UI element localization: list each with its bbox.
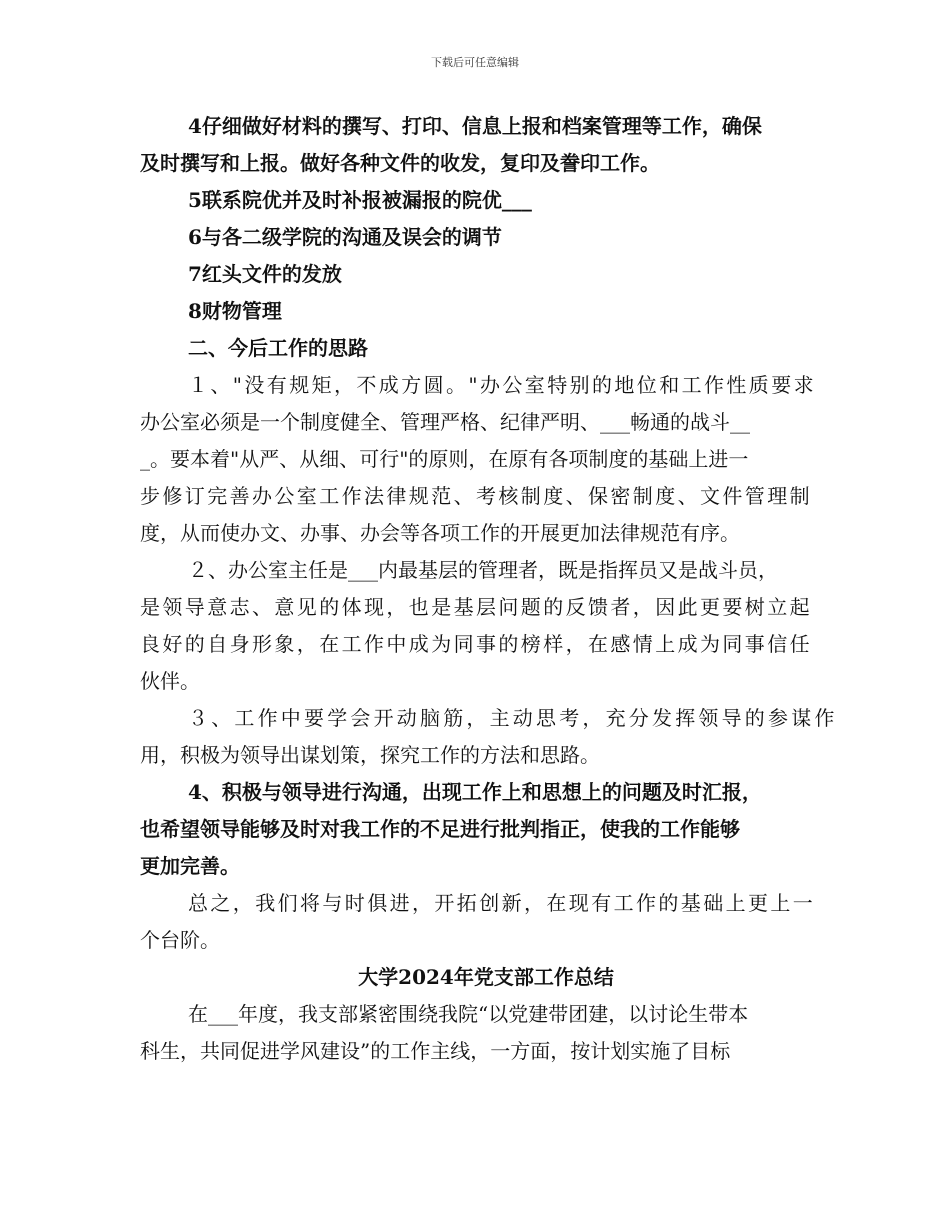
paragraph-line: 8财物管理 <box>188 299 282 323</box>
paragraph-line: 6与各二级学院的沟通及误会的调节 <box>188 225 502 249</box>
paragraph-line: 个台阶。 <box>140 928 220 952</box>
paragraph-line: 是领导意志、意见的体现，也是基层问题的反馈者，因此更要树立起 <box>140 595 812 619</box>
paragraph-line: 伙伴。 <box>140 669 200 693</box>
paragraph-line: 总之，我们将与时俱进，开拓创新，在现有工作的基础上更上一 <box>188 891 816 915</box>
paragraph-line: 也希望领导能够及时对我工作的不足进行批判指正，使我的工作能够 <box>140 817 740 841</box>
paragraph-line: 4、积极与领导进行沟通，出现工作上和思想上的问题及时汇报， <box>188 780 762 804</box>
paragraph-line: 4仔细做好材料的撰写、打印、信息上报和档案管理等工作，确保 <box>188 114 762 138</box>
paragraph-line: 步修订完善办公室工作法律规范、考核制度、保密制度、文件管理制 <box>140 484 812 508</box>
paragraph-line: 科生，共同促进学风建设”的工作主线，一方面，按计划实施了目标 <box>140 1039 731 1063</box>
paragraph-line: 7红头文件的发放 <box>188 262 342 286</box>
paragraph-line: 5联系院优并及时补报被漏报的院优___ <box>188 188 532 212</box>
paragraph-line: 度，从而使办文、办事、办会等各项工作的开展更加法律规范有序。 <box>140 521 740 545</box>
paragraph-line: ２、办公室主任是___内最基层的管理者，既是指挥员又是战斗员， <box>188 558 778 582</box>
document-title: 大学2024年党支部工作总结 <box>358 965 614 989</box>
document-body <box>140 108 838 1070</box>
paragraph-line: 良好的自身形象，在工作中成为同事的榜样，在感情上成为同事信任 <box>140 632 812 656</box>
paragraph-line: 办公室必须是一个制度健全、管理严格、纪律严明、___畅通的战斗__ <box>140 410 750 434</box>
paragraph-line: 及时撰写和上报。做好各种文件的收发，复印及誊印工作。 <box>140 151 660 175</box>
page-header: 下载后可任意编辑 <box>431 56 519 69</box>
paragraph-line: 用，积极为领导出谋划策，探究工作的方法和思路。 <box>140 743 600 767</box>
paragraph-line: １、"没有规矩，不成方圆。"办公室特别的地位和工作性质要求 <box>188 373 816 397</box>
paragraph-line: 在___年度，我支部紧密围绕我院“以党建带团建，以讨论生带本 <box>188 1002 749 1026</box>
paragraph-line: ３、工作中要学会开动脑筋，主动思考，充分发挥领导的参谋作 <box>188 706 838 730</box>
paragraph-line: _。要本着"从严、从细、可行"的原则，在原有各项制度的基础上进一 <box>140 447 749 471</box>
paragraph-line: 更加完善。 <box>140 854 240 878</box>
section-heading: 二、今后工作的思路 <box>188 336 368 360</box>
